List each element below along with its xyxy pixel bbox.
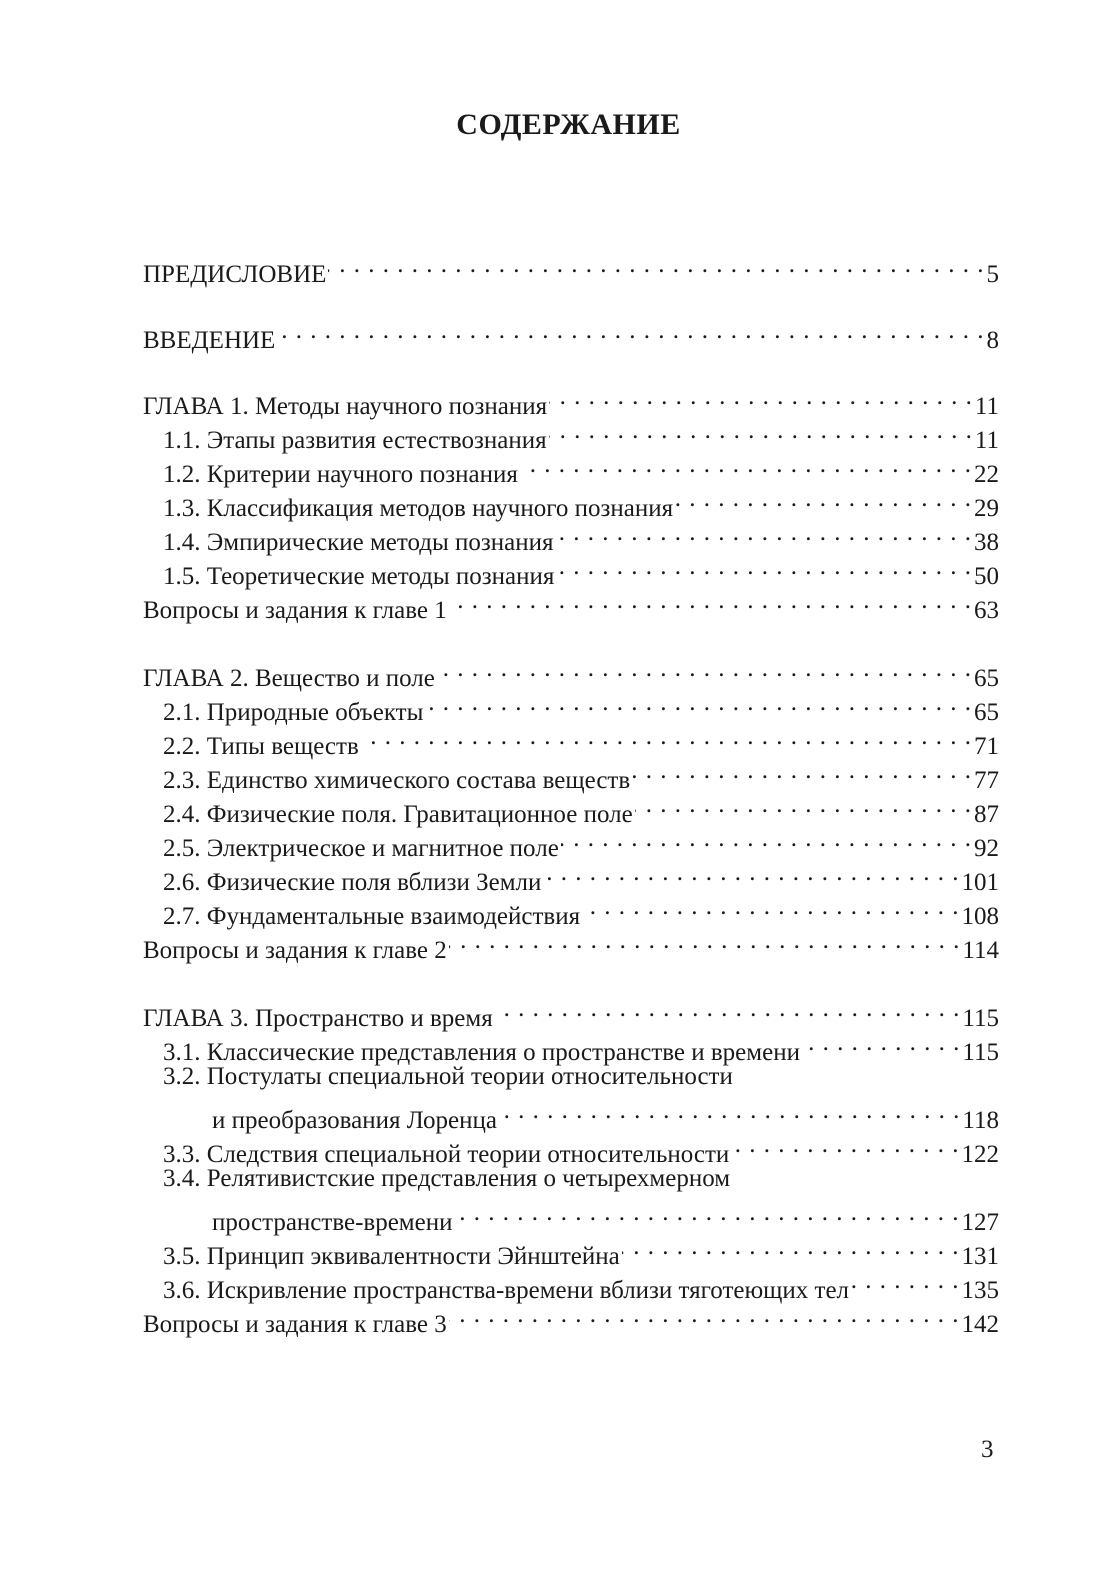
dot-leader [556,550,972,584]
dot-leader [520,448,972,482]
dot-leader [635,788,972,822]
toc-entry-label: ГЛАВА 2. Вещество и поле [143,665,435,692]
dot-leader [328,248,984,282]
toc-entry-page: 135 [961,1277,999,1304]
toc-chapter-3[interactable] [143,992,999,1032]
dot-leader [543,856,959,890]
toc-entry-label: и преобразования Лоренца [212,1107,498,1134]
toc-section-3-4-continued[interactable] [143,1196,999,1236]
toc-entry-label: 2.1. Природные объекты [163,699,424,726]
toc-entry-label: 1.3. Классификация методов научного познания [163,495,674,522]
toc-entry-label: 3.6. Искривление пространства-времени вблизи тяготеющих тел [163,1277,850,1304]
toc-entry-page: 11 [974,393,999,420]
dot-leader [556,516,972,550]
dot-leader [675,482,972,516]
toc-entry-label: Вопросы и задания к главе 1 [143,597,447,624]
toc-entry-label: пространстве-времени [212,1209,453,1236]
dot-leader [549,380,973,414]
toc-entry-label: ПРЕДИСЛОВИЕ [143,261,327,288]
dot-leader [425,686,972,720]
toc-entry-label: 1.5. Теоретические методы познания [163,563,555,590]
toc-entry-page: 71 [974,733,999,760]
toc-entry-page: 92 [974,835,999,862]
toc-entry-page: 114 [962,937,999,964]
toc-entry-page: 118 [962,1107,999,1134]
toc-entry-label: 1.2. Критерии научного познания [163,461,518,488]
toc-entry-preface[interactable] [143,248,999,288]
toc-chapter-1[interactable] [143,380,999,420]
toc-entry-label: 3.4. Релятивистские представления о четырехмерном [163,1165,731,1192]
toc-entry-label: 2.7. Фундаментальные взаимодействия [163,903,581,930]
toc-entry-page: 131 [961,1243,999,1270]
dot-leader [582,890,959,924]
toc-entry-page: 29 [974,495,999,522]
toc-entry-page: 11 [974,427,999,454]
toc-section-3-2-continued[interactable] [143,1094,999,1134]
toc-entry-label: 3.5. Принцип эквивалентности Эйнштейна [163,1243,620,1270]
toc-entry-intro[interactable] [143,314,999,354]
toc-entry-label: 2.3. Единство химического состава веществ [163,767,631,794]
toc-entry-page: 77 [974,767,999,794]
dot-leader [622,1230,960,1264]
toc-entry-page: 65 [974,665,999,692]
page-title: СОДЕРЖАНИЕ [456,108,681,141]
dot-leader [454,1196,959,1230]
toc-entry-page: 108 [961,903,999,930]
toc-entry-page: 127 [961,1209,999,1236]
dot-leader [449,924,961,958]
toc-section-3-2[interactable] [143,1060,999,1094]
toc-entry-page: 65 [974,699,999,726]
toc-entry-page: 63 [974,597,999,624]
toc-entry-page: 50 [974,563,999,590]
toc-entry-label: 1.1. Этапы развития естествознания [163,427,547,454]
page-number: 3 [981,1436,994,1463]
toc-entry-label: 3.3. Следствия специальной теории относительности [163,1141,730,1168]
dot-leader [561,822,972,856]
toc-entry-label: 3.1. Классические представления о пространстве и времени [163,1039,800,1066]
dot-leader [449,584,972,618]
toc-entry-page: 101 [961,869,999,896]
dot-leader [449,1298,960,1332]
table-of-contents [143,248,999,1338]
dot-leader [361,720,972,754]
toc-entry-label: ВВЕДЕНИЕ [143,327,276,354]
toc-entry-page: 38 [974,529,999,556]
toc-entry-label: 2.5. Электрическое и магнитное поле [163,835,559,862]
dot-leader [499,1094,960,1128]
toc-section-3-4[interactable] [143,1162,999,1196]
toc-entry-page: 115 [962,1039,999,1066]
toc-entry-page: 122 [961,1141,999,1168]
dot-leader [495,992,961,1026]
toc-entry-page: 87 [974,801,999,828]
dot-leader [802,1026,960,1060]
toc-entry-label: ГЛАВА 3. Пространство и время [143,1005,493,1032]
toc-entry-label: 2.4. Физические поля. Гравитационное поле [163,801,633,828]
toc-entry-page: 8 [986,327,999,354]
toc-entry-label: 1.4. Эмпирические методы познания [163,529,554,556]
toc-entry-label: 3.2. Постулаты специальной теории относительности [163,1063,733,1090]
toc-entry-page: 5 [986,261,999,288]
toc-entry-label: Вопросы и задания к главе 2 [143,937,447,964]
toc-entry-label: 2.2. Типы веществ [163,733,359,760]
dot-leader [277,314,984,348]
toc-entry-label: ГЛАВА 1. Методы научного познания [143,393,548,420]
dot-leader [851,1264,959,1298]
toc-entry-page: 115 [962,1005,999,1032]
toc-entry-page: 142 [961,1311,999,1338]
toc-chapter-2[interactable] [143,652,999,692]
dot-leader [549,414,973,448]
dot-leader [632,754,972,788]
toc-entry-label: 2.6. Физические поля вблизи Земли [163,869,542,896]
toc-entry-page: 22 [974,461,999,488]
dot-leader [437,652,972,686]
dot-leader [731,1128,959,1162]
toc-entry-label: Вопросы и задания к главе 3 [143,1311,447,1338]
